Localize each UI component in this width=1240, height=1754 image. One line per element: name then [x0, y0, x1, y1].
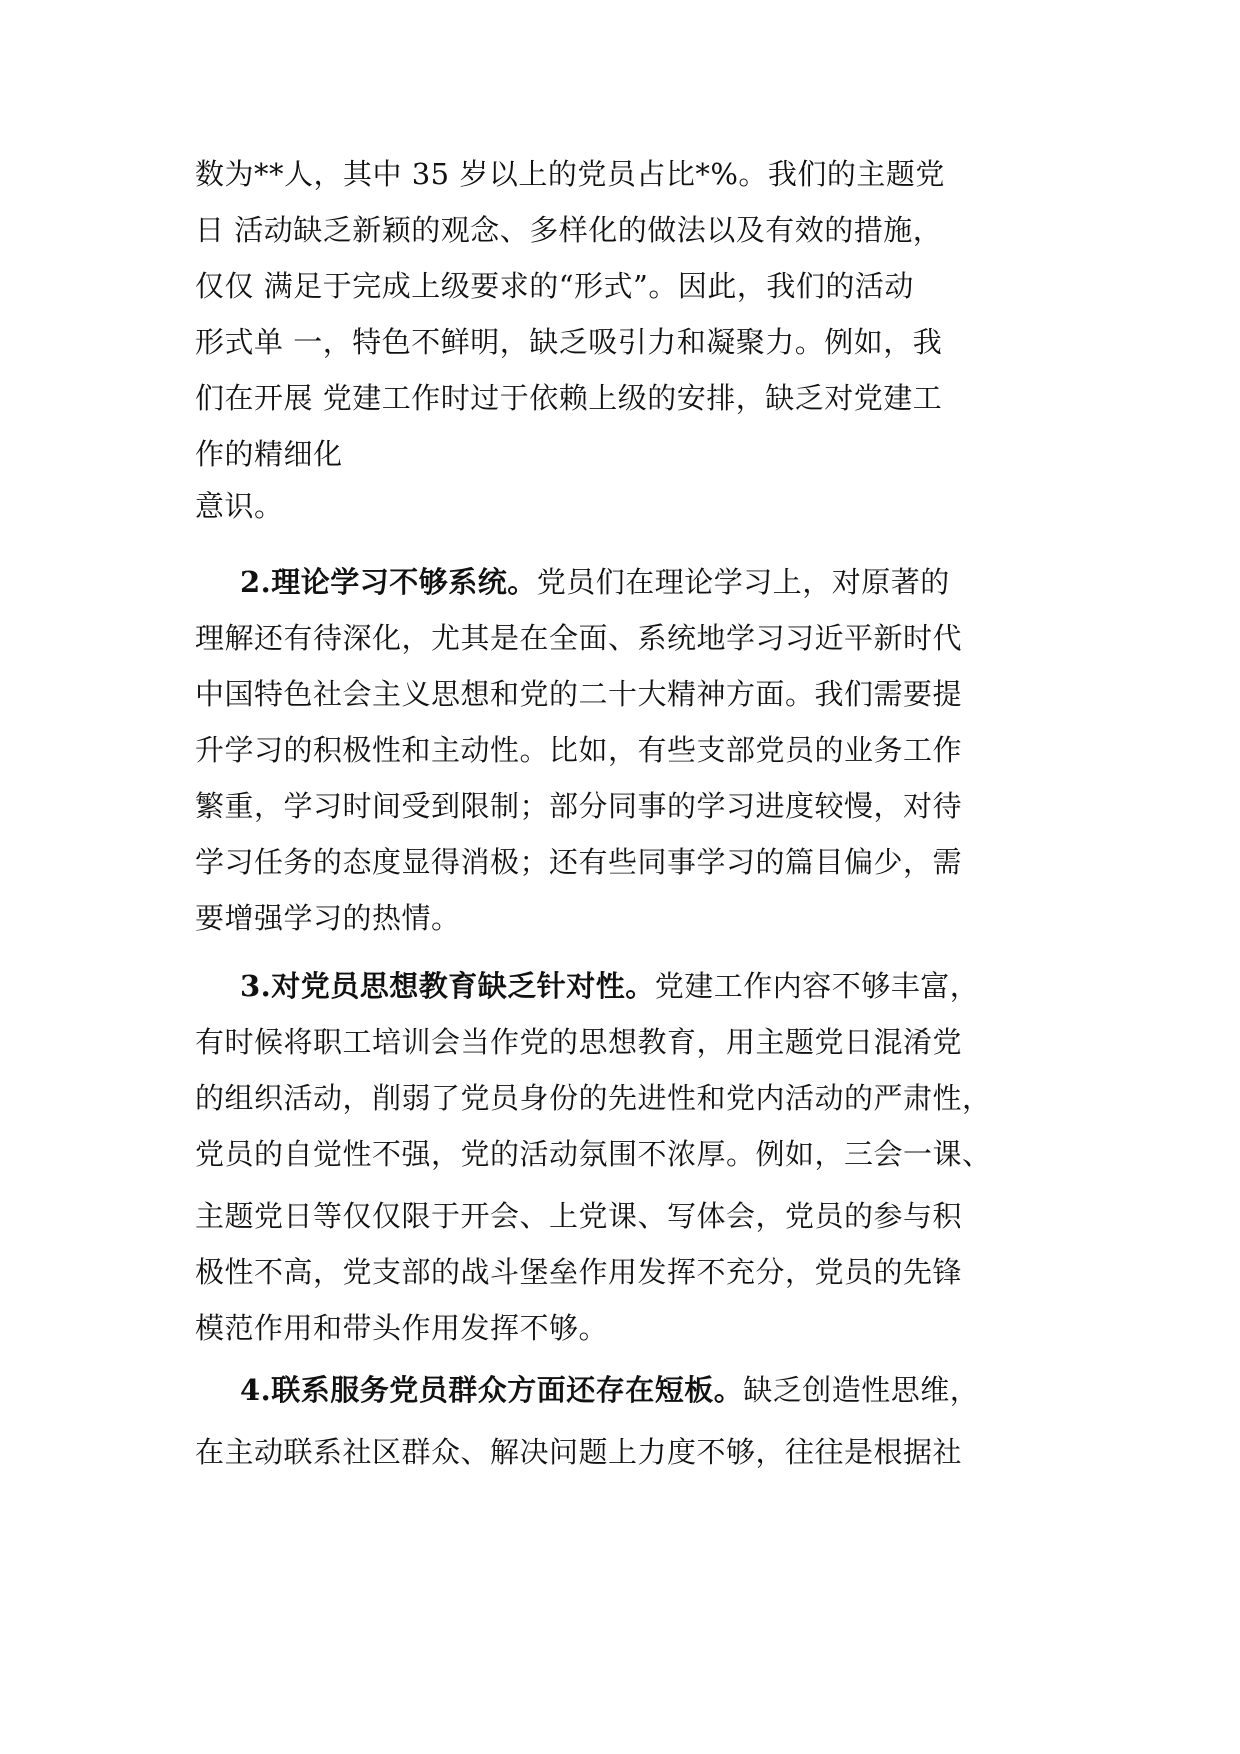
paragraph-line: 作的精细化	[195, 437, 343, 471]
paragraph-line: 有时候将职工培训会当作党的思想教育，用主题党日混淆党	[195, 1025, 963, 1059]
paragraph-line: 在主动联系社区群众、解决问题上力度不够，往往是根据社	[195, 1435, 963, 1469]
paragraph-line: 党员的自觉性不强，党的活动氛围不浓厚。例如，三会一课、	[195, 1137, 992, 1171]
paragraph-line: 数为**人，其中 35 岁以上的党员占比*%。我们的主题党	[195, 157, 945, 191]
paragraph-first-line	[240, 1370, 979, 1410]
paragraph-line: 升学习的积极性和主动性。比如，有些支部党员的业务工作	[195, 733, 963, 767]
paragraph-line: 仅仅 满足于完成上级要求的“形式”。因此，我们的活动	[195, 269, 914, 303]
paragraph-line: 模范作用和带头作用发挥不够。	[195, 1311, 609, 1345]
paragraph-line: 主题党日等仅仅限于开会、上党课、写体会，党员的参与积	[195, 1199, 963, 1233]
paragraph-first-line	[240, 562, 950, 602]
paragraph-line: 形式单 一，特色不鲜明，缺乏吸引力和凝聚力。例如，我	[195, 325, 943, 359]
paragraph-line: 学习任务的态度显得消极；还有些同事学习的篇目偏少，需	[195, 845, 963, 879]
paragraph-line: 日 活动缺乏新颖的观念、多样化的做法以及有效的措施，	[195, 213, 943, 247]
paragraph-line: 意识。	[195, 489, 284, 523]
paragraph-text: 党建工作内容不够丰富，	[654, 969, 980, 1003]
paragraph-line: 的组织活动，削弱了党员身份的先进性和党内活动的严肃性，	[195, 1081, 992, 1115]
paragraph-line: 理解还有待深化，尤其是在全面、系统地学习习近平新时代	[195, 621, 963, 655]
paragraph-line: 中国特色社会主义思想和党的二十大精神方面。我们需要提	[195, 677, 963, 711]
section-heading: 3.对党员思想教育缺乏针对性。	[240, 969, 655, 1003]
paragraph-first-line	[240, 966, 979, 1006]
paragraph-line: 们在开展 党建工作时过于依赖上级的安排，缺乏对党建工	[195, 381, 943, 415]
section-heading: 2.理论学习不够系统。	[240, 565, 537, 599]
paragraph-line: 要增强学习的热情。	[195, 901, 461, 935]
paragraph-text: 缺乏创造性思维，	[743, 1373, 980, 1407]
paragraph-line: 繁重，学习时间受到限制；部分同事的学习进度较慢，对待	[195, 789, 963, 823]
section-heading: 4.联系服务党员群众方面还存在短板。	[240, 1373, 744, 1407]
paragraph-line: 极性不高，党支部的战斗堡垒作用发挥不充分，党员的先锋	[195, 1255, 963, 1289]
paragraph-text: 党员们在理论学习上，对原著的	[536, 565, 950, 599]
